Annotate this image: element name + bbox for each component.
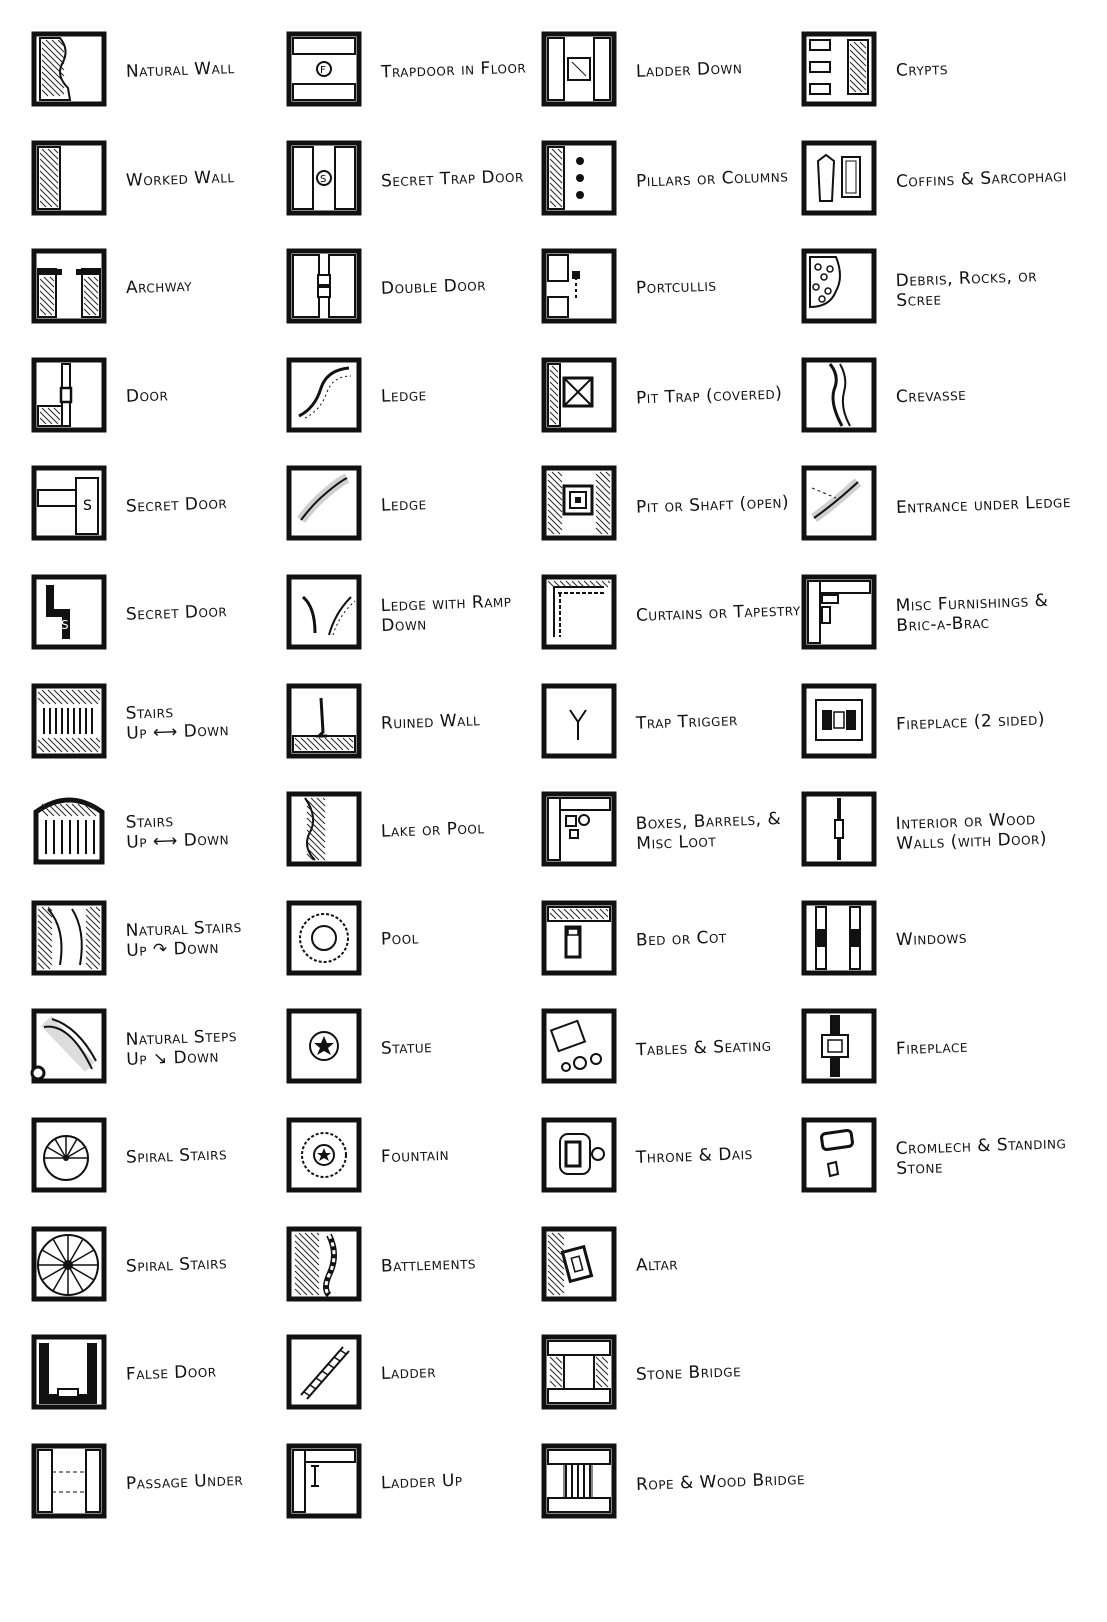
legend-entry: [540, 241, 810, 336]
pool-icon: [285, 899, 363, 977]
legend-entry: [800, 24, 1070, 119]
stairs-arched-icon: [30, 790, 108, 868]
legend-entry: [540, 1110, 810, 1205]
legend-label-text: Trapdoor in Floor: [380, 57, 527, 83]
legend-label-text: Double Door: [380, 275, 487, 300]
legend-label: [896, 897, 1072, 983]
secret-trapdoor-icon: [285, 139, 363, 217]
legend-label-text: Spiral Stairs: [125, 1144, 228, 1168]
legend-label: [381, 354, 557, 440]
legend-entry: [30, 676, 300, 771]
svg-text:S: S: [320, 173, 327, 185]
lake-icon: [285, 790, 363, 868]
legend-entry: [285, 1327, 555, 1422]
portcullis-icon: [540, 247, 618, 325]
legend-label: [636, 245, 812, 331]
ledge-icon: [285, 356, 363, 434]
crevasse-icon: [800, 356, 878, 434]
legend-entry: [540, 1436, 810, 1531]
legend-entry: [800, 1001, 1070, 1096]
trap-trigger-icon: [540, 682, 618, 760]
legend-entry: [540, 567, 810, 662]
coffins-icon: [800, 139, 878, 217]
legend-label-text: Cromlech & Standing Stone: [895, 1133, 1067, 1180]
legend-label: [126, 1331, 302, 1417]
legend-entry: [540, 350, 810, 445]
legend-label: [636, 680, 812, 766]
legend-label-text: Curtains or Tapestry: [635, 600, 801, 627]
legend-label-text: Fireplace: [895, 1036, 969, 1059]
stairs-icon: [30, 682, 108, 760]
legend-label-text: Rope & Wood Bridge: [635, 1469, 806, 1495]
svg-text:S: S: [61, 618, 69, 632]
legend-label-text: Ledge with Ramp Down: [380, 591, 512, 637]
legend-entry: [30, 1219, 300, 1314]
fountain-icon: [285, 1116, 363, 1194]
legend-label: [381, 462, 557, 548]
legend-entry: [540, 458, 810, 553]
legend-label-text: Crypts: [895, 59, 949, 82]
legend-label-text: Ladder: [380, 1362, 437, 1385]
legend-label-text: Stairs Up ⟷ Down: [125, 810, 230, 852]
archway-icon: [30, 247, 108, 325]
secret-door-icon: [30, 464, 108, 542]
stone-bridge-icon: [540, 1333, 618, 1411]
legend-label: [636, 28, 812, 114]
legend-label-text: Door: [125, 385, 169, 407]
legend-label-text: Pool: [380, 928, 420, 950]
legend-label-text: Secret Door: [125, 601, 228, 625]
legend-entry: [285, 784, 555, 879]
legend-label: [126, 1005, 302, 1091]
trapdoor-icon: [285, 30, 363, 108]
legend-label-text: Altar: [635, 1254, 679, 1276]
legend-label-text: Crevasse: [895, 384, 967, 408]
legend-label-text: Secret Trap Door: [380, 166, 525, 192]
legend-entry: [30, 893, 300, 988]
legend-label: [381, 1005, 557, 1091]
legend-label-text: Pit or Shaft (open): [635, 491, 790, 518]
legend-label-text: Statue: [380, 1036, 433, 1059]
legend-label: [126, 680, 302, 766]
legend-label: [126, 1223, 302, 1309]
passage-under-icon: [30, 1442, 108, 1520]
legend-entry: [30, 241, 300, 336]
legend-label-text: Pit Trap (covered): [635, 383, 783, 409]
debris-icon: [800, 247, 878, 325]
legend-label-text: Lake or Pool: [380, 818, 485, 843]
double-door-icon: [285, 247, 363, 325]
legend-entry: [30, 1001, 300, 1096]
legend-entry: [800, 133, 1070, 228]
legend-label-text: Entrance under Ledge: [895, 491, 1072, 518]
legend-entry: [285, 1001, 555, 1096]
legend-label-text: Portcullis: [635, 276, 717, 299]
legend-label: [636, 137, 812, 223]
legend-label: [636, 788, 812, 874]
spiral-stairs-small-icon: [30, 1116, 108, 1194]
legend-entry: [800, 458, 1070, 553]
legend-entry: [800, 567, 1070, 662]
secret-door-alt-icon: [30, 573, 108, 651]
legend-label: [126, 1440, 302, 1526]
legend-label: [896, 571, 1072, 657]
legend-label-text: Stairs Up ⟷ Down: [125, 702, 230, 744]
legend-label: [636, 1114, 812, 1200]
legend-entry: [30, 1436, 300, 1531]
legend-entry: [285, 1436, 555, 1531]
legend-label-text: Secret Door: [125, 492, 228, 517]
legend-label-text: Ruined Wall: [380, 710, 481, 734]
legend-label: [896, 462, 1072, 548]
ladder-icon: [285, 1333, 363, 1411]
legend-label-text: Fountain: [380, 1145, 450, 1168]
fireplace-icon: [800, 1007, 878, 1085]
legend-entry: [285, 241, 555, 336]
battlements-icon: [285, 1225, 363, 1303]
legend-label-text: Passage Under: [125, 1469, 244, 1495]
legend-entry: [285, 1219, 555, 1314]
legend-label-text: Ladder Down: [635, 58, 743, 83]
boxes-icon: [540, 790, 618, 868]
legend-label: [896, 28, 1072, 114]
legend-entry: [285, 133, 555, 228]
legend-label-text: Ledge: [380, 493, 427, 516]
legend-label: [126, 245, 302, 331]
legend-entry: [30, 784, 300, 879]
legend-label-text: Boxes, Barrels, & Misc Loot: [635, 808, 782, 854]
furnishings-icon: [800, 573, 878, 651]
ladder-up-icon: [285, 1442, 363, 1520]
legend-label: [896, 1005, 1072, 1091]
legend-label-text: Ledge: [380, 385, 427, 407]
legend-label-text: Interior or Wood Walls (with Door): [895, 808, 1048, 854]
ledge-ramp-icon: [285, 573, 363, 651]
altar-icon: [540, 1225, 618, 1303]
legend-entry: [540, 676, 810, 771]
legend-entry: [30, 133, 300, 228]
legend-label: [636, 1223, 812, 1309]
legend-entry: [800, 784, 1070, 879]
legend-label: [896, 354, 1072, 440]
legend-label: [381, 1114, 557, 1200]
legend-label-text: Pillars or Columns: [635, 166, 789, 192]
legend-label-text: Worked Wall: [125, 166, 235, 191]
legend-label-text: Trap Trigger: [635, 710, 739, 734]
legend-entry: [30, 1110, 300, 1205]
legend-label: [126, 137, 302, 223]
legend-label-text: False Door: [125, 1361, 217, 1385]
legend-entry: [285, 458, 555, 553]
legend-label-text: Archway: [125, 276, 193, 299]
legend-label-text: Debris, Rocks, or Scree: [895, 265, 1038, 311]
legend-entry: [800, 893, 1070, 988]
crypts-icon: [800, 30, 878, 108]
legend-label: [896, 680, 1072, 766]
ruined-wall-icon: [285, 682, 363, 760]
tables-icon: [540, 1007, 618, 1085]
legend-label-text: Tables & Seating: [635, 1035, 772, 1060]
legend-entry: [285, 24, 555, 119]
legend-label-text: Stone Bridge: [635, 1361, 742, 1386]
legend-entry: [800, 350, 1070, 445]
legend-label: [381, 897, 557, 983]
legend-entry: [800, 241, 1070, 336]
legend-label: [126, 1114, 302, 1200]
legend-label-text: Spiral Stairs: [125, 1253, 228, 1277]
interior-walls-icon: [800, 790, 878, 868]
legend-label: [126, 28, 302, 114]
legend-label: [381, 571, 557, 657]
legend-label: [636, 571, 812, 657]
legend-label-text: Natural Steps Up ↘ Down: [125, 1025, 238, 1070]
legend-label: [381, 788, 557, 874]
legend-label-text: Throne & Dais: [635, 1144, 754, 1169]
legend-label: [636, 897, 812, 983]
legend-label-text: Fireplace (2 sided): [895, 709, 1046, 735]
legend-label: [381, 1223, 557, 1309]
legend-label: [896, 245, 1072, 331]
legend-label: [381, 1331, 557, 1417]
legend-label: [636, 354, 812, 440]
legend-entry: [800, 1110, 1070, 1205]
legend-entry: [30, 24, 300, 119]
entrance-under-ledge-icon: [800, 464, 878, 542]
legend-label-text: Bed or Cot: [635, 927, 728, 951]
legend-entry: [285, 1110, 555, 1205]
legend-entry: [540, 133, 810, 228]
legend-label: [896, 137, 1072, 223]
legend-label: [381, 1440, 557, 1526]
legend-entry: [540, 24, 810, 119]
legend-label: [636, 1331, 812, 1417]
legend-entry: [540, 893, 810, 988]
legend-label: [896, 1114, 1072, 1200]
natural-wall-icon: [30, 30, 108, 108]
legend-entry: [540, 784, 810, 879]
legend-label: [126, 354, 302, 440]
legend-label: [381, 28, 557, 114]
curtains-icon: [540, 573, 618, 651]
legend-entry: [540, 1001, 810, 1096]
legend-entry: [540, 1327, 810, 1422]
legend-entry: [285, 350, 555, 445]
natural-stairs-icon: [30, 899, 108, 977]
legend-label: [126, 571, 302, 657]
legend-label-text: Windows: [895, 927, 968, 951]
legend-label: [381, 245, 557, 331]
legend-label-text: Coffins & Sarcophagi: [895, 165, 1068, 192]
legend-label: [636, 1440, 812, 1526]
legend-label: [381, 680, 557, 766]
statue-icon: [285, 1007, 363, 1085]
svg-text:S: S: [83, 498, 92, 515]
legend-label-text: Misc Furnishings & Bric-a-Brac: [895, 591, 1049, 637]
legend-label-text: Battlements: [380, 1253, 477, 1277]
worked-wall-icon: [30, 139, 108, 217]
windows-icon: [800, 899, 878, 977]
legend-label-text: Natural Stairs Up ↷ Down: [125, 917, 243, 961]
legend-label: [381, 137, 557, 223]
legend-entry: [285, 893, 555, 988]
legend-entry: [30, 458, 300, 553]
legend-entry: [30, 1327, 300, 1422]
legend-entry: [800, 676, 1070, 771]
spiral-stairs-large-icon: [30, 1225, 108, 1303]
throne-icon: [540, 1116, 618, 1194]
bed-icon: [540, 899, 618, 977]
natural-steps-icon: [30, 1007, 108, 1085]
legend-label: [896, 788, 1072, 874]
legend-label: [126, 462, 302, 548]
legend-label: [636, 1005, 812, 1091]
legend-entry: [30, 350, 300, 445]
legend-label-text: Ladder Up: [380, 1470, 463, 1494]
pillars-icon: [540, 139, 618, 217]
fireplace-two-sided-icon: [800, 682, 878, 760]
legend-label-text: Natural Wall: [125, 58, 235, 83]
legend-entry: [540, 1219, 810, 1314]
pit-shaft-icon: [540, 464, 618, 542]
legend-label: [126, 897, 302, 983]
rope-bridge-icon: [540, 1442, 618, 1520]
pit-trap-icon: [540, 356, 618, 434]
legend-entry: [30, 567, 300, 662]
legend-label: [636, 462, 812, 548]
cromlech-icon: [800, 1116, 878, 1194]
ladder-down-icon: [540, 30, 618, 108]
legend-entry: [285, 676, 555, 771]
door-icon: [30, 356, 108, 434]
legend-label: [126, 788, 302, 874]
ledge-alt-icon: [285, 464, 363, 542]
legend-entry: [285, 567, 555, 662]
false-door-icon: [30, 1333, 108, 1411]
svg-text:F: F: [320, 65, 326, 76]
